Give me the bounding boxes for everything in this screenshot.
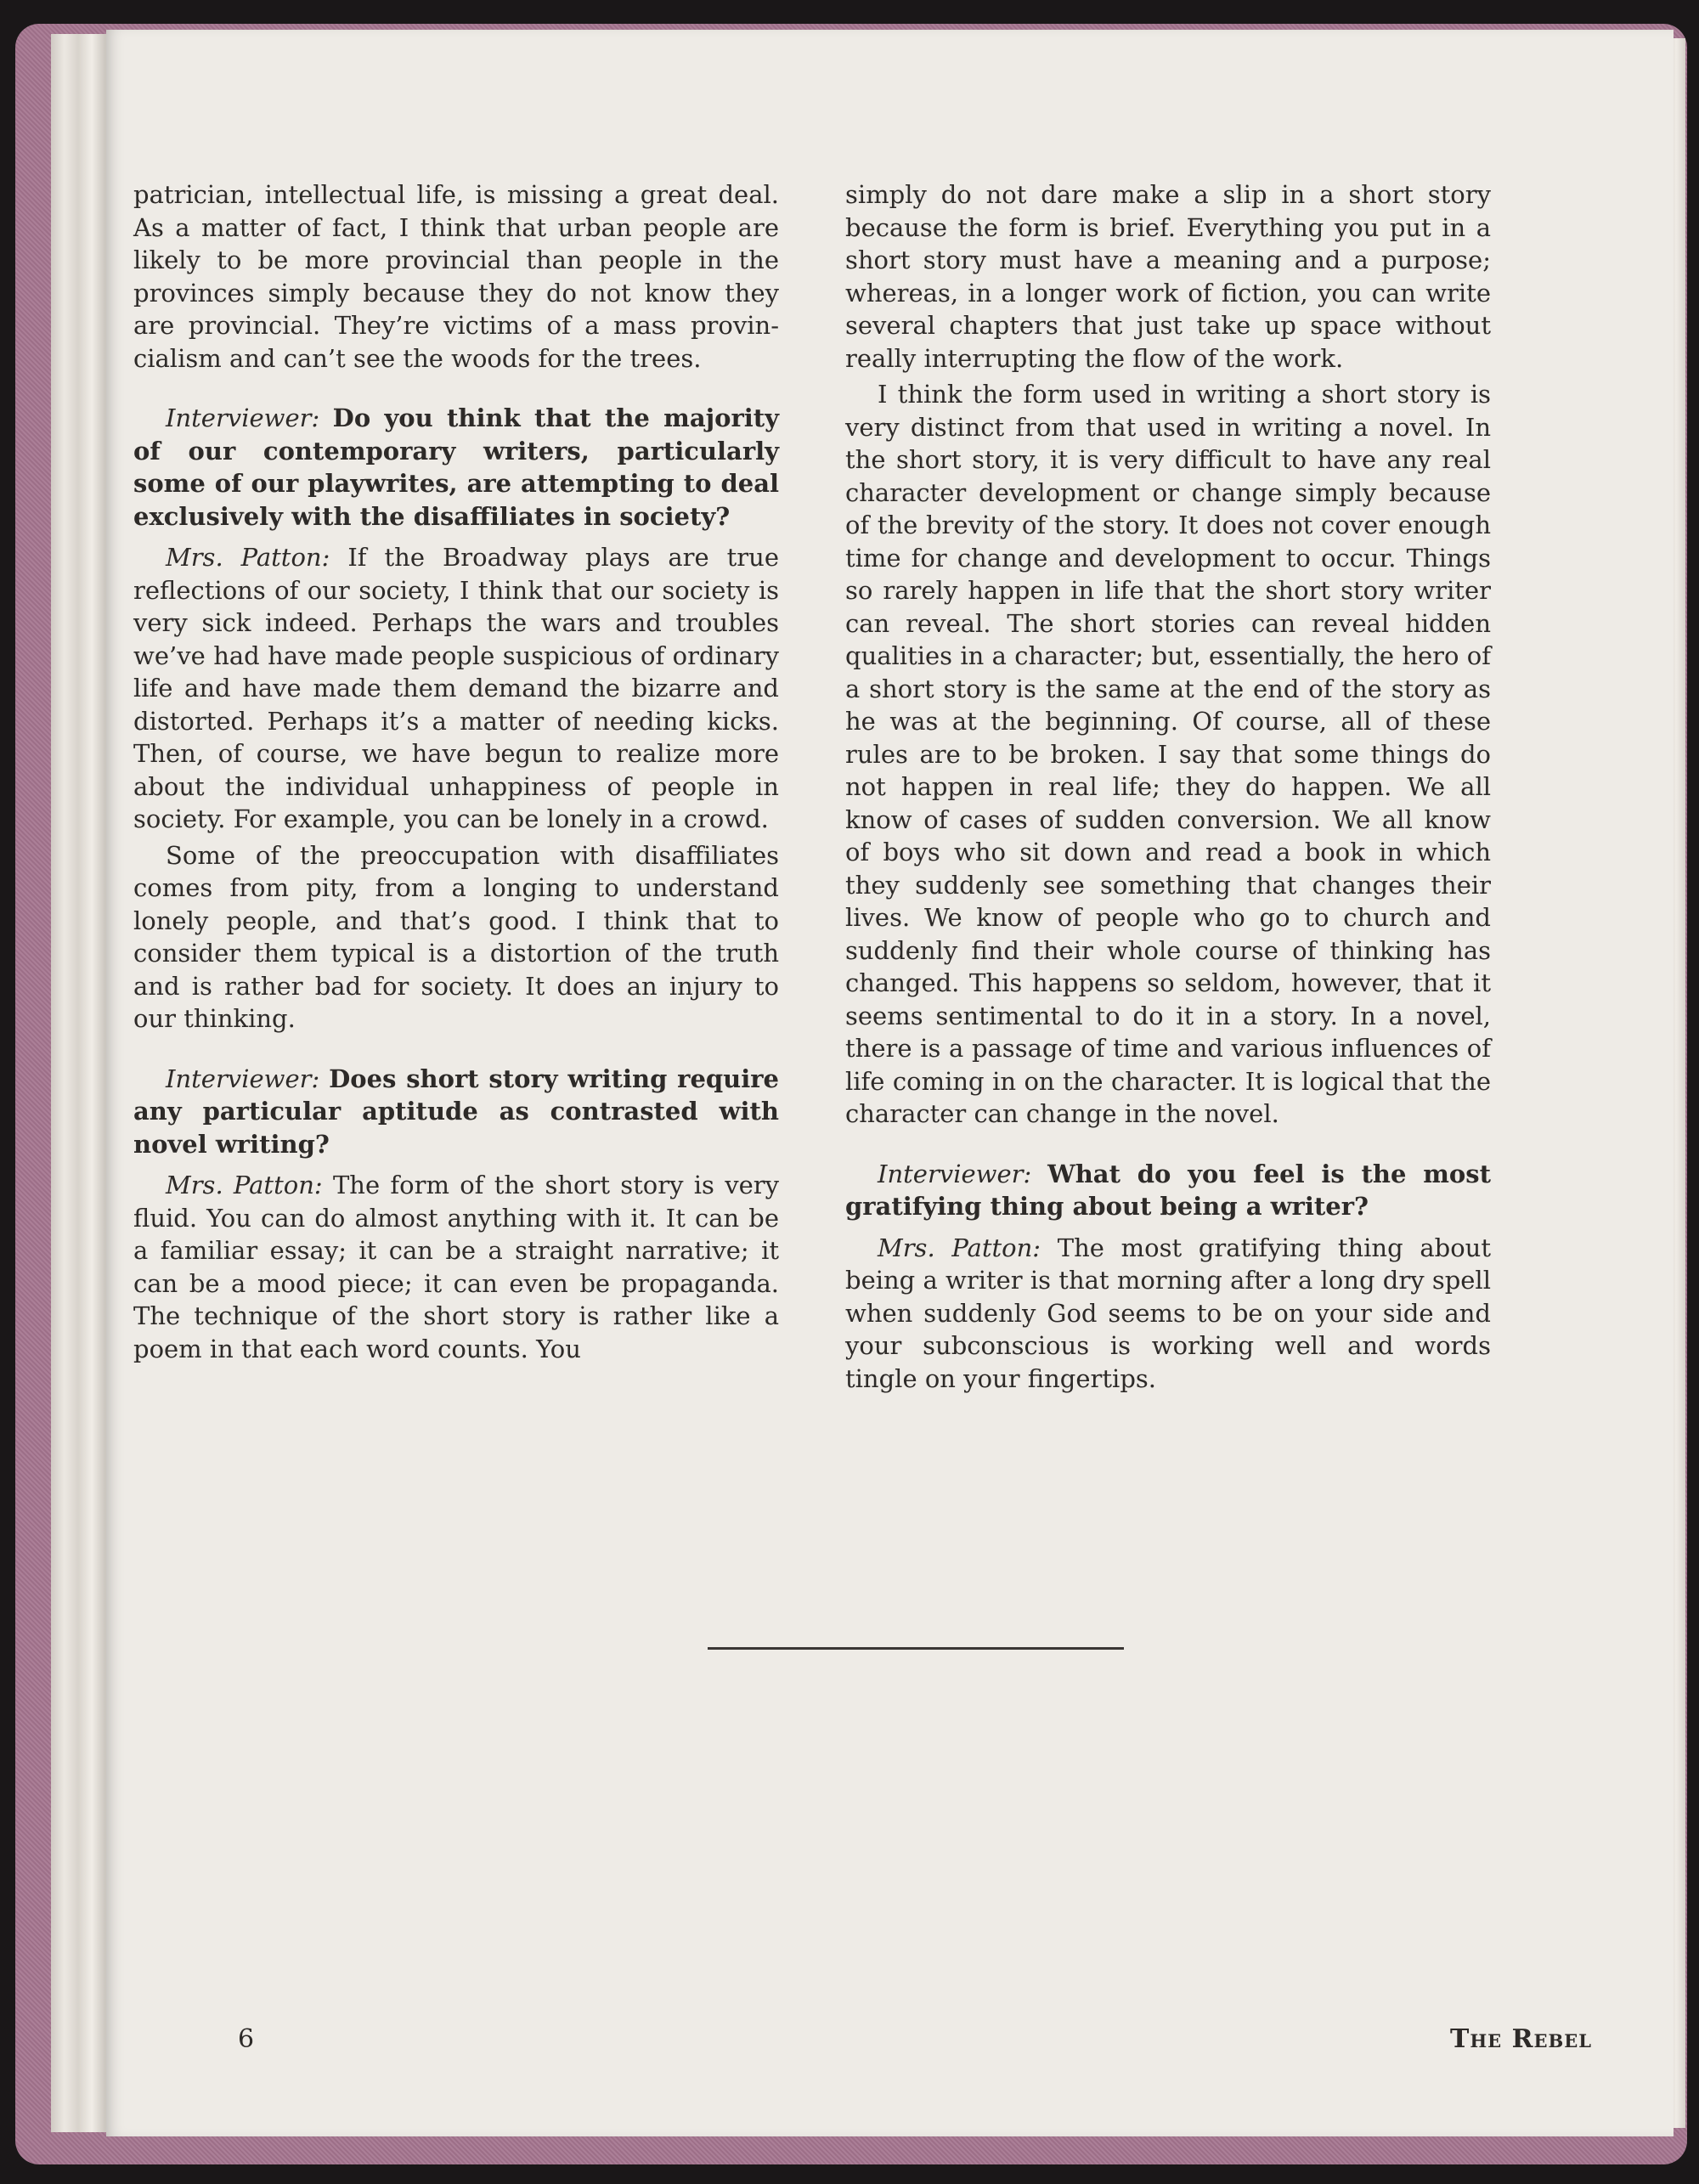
left-paragraph-2: Some of the preoccupation with disaffiliates comes from pity, from a longing to understand lonely people, and that’s good. I think that to consider them typical is a distortion of the truth and is rather bad for society. It does an injury to our thinking. <box>133 840 779 1033</box>
interview-answer-3 <box>845 1232 1491 1396</box>
left-column <box>133 178 779 1365</box>
question-text: Do you think that the majority of our contemporary writers, particularly some of our playwrites, are attempting to deal exclusively with the disaffiliates in society? <box>133 404 780 531</box>
left-paragraph-1: patrician, intellectual life, is missing a great deal. As a matter of fact, I think that urban people are likely to be more provincial than people in the provinces simply because they do not know they are provincial. They’re victims of a mass provincialism and can’t see the woods for the trees. <box>133 180 779 373</box>
running-title: The Rebel <box>1450 2024 1593 2054</box>
interview-answer-1 <box>133 541 779 836</box>
answer-text: The form of the short story is very fluid. You can do almost anything with it. It can be a familiar essay; it can be a straight narrative; it can be a mood piece; it can even be propaganda. The technique of the short story is rather like a poem in that each word counts. You <box>133 1171 780 1363</box>
interview-question-1 <box>133 402 779 533</box>
right-paragraph-2: I think the form used in writing a short story is very distinct from that used in writing a novel. In the short story, it is very difficult to have any real character development or change simply because of the brevity of the story. It does not cover enough time for change and development to occur. Things so rarely happen in life that the short story writer can reveal. The short stories can reveal hidden qualities in a character; but, essentially, the hero of a short story is the same at the end of the story as he was at the beginning. Of course, all of these rules are to be broken. I say that some things do not happen in real life; they do happen. We all know of cases of sudden conversion. We all know of boys who sit down and read a book in which they suddenly see something that changes their lives. We know of people who go to church and suddenly find their whole course of thinking has changed. This happens so seldom, however, that it seems sentimental to do it in a story. In a novel, there is a passage of time and various influences of life coming in on the character. It is logical that the character can change in the novel. <box>845 380 1491 1128</box>
right-paragraph-1: simply do not dare make a slip in a short story because the form is brief. Everything you put in a short story must have a meaning and a purpose; whereas, in a longer work of fiction, you can write several chapters that just take up space without really interrupting the flow of the work. <box>845 180 1491 373</box>
answer-text: The most gratifying thing about being a writer is that morning after a long dry spell when suddenly God seems to be on your side and your subconscious is working well and words tingle on your fingertips. <box>845 1233 1492 1393</box>
respondent-label: Mrs. Patton: <box>166 1171 323 1199</box>
answer-text: If the Broadway plays are true reflections of our society, I think that our society is very sick indeed. Perhaps the wars and troubles we’ve had have made people suspicious of ordinary life and have made them demand the bizarre and distorted. Perhaps it’s a matter of needing kicks. Then, of course, we have begun to realize more about the individual unhappiness of people in society. For example, you can be lonely in a crowd. <box>133 543 779 833</box>
question-text: Does short story writing require any particular aptitude as contrasted with novel writing? <box>133 1064 780 1159</box>
right-column <box>845 178 1491 1395</box>
section-divider <box>708 1647 1124 1650</box>
interview-question-3 <box>845 1158 1491 1223</box>
interviewer-label: Interviewer: <box>166 1064 320 1093</box>
interview-question-2 <box>133 1063 779 1161</box>
interviewer-label: Interviewer: <box>166 404 320 432</box>
interviewer-label: Interviewer: <box>878 1159 1032 1188</box>
page-number: 6 <box>238 2024 255 2054</box>
interview-answer-2 <box>133 1169 779 1365</box>
respondent-label: Mrs. Patton: <box>166 543 330 572</box>
respondent-label: Mrs. Patton: <box>878 1233 1041 1262</box>
question-text: What do you feel is the most gratifying thing about being a writer? <box>845 1159 1491 1221</box>
